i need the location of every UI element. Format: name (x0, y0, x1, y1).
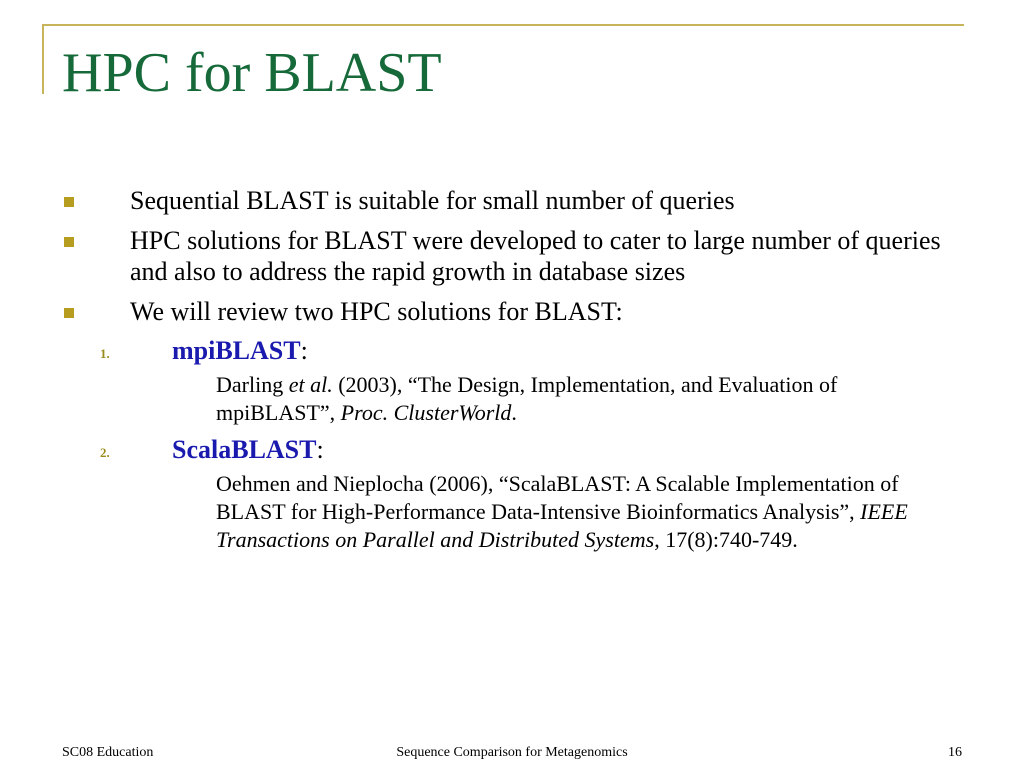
slide-title: HPC for BLAST (62, 42, 442, 104)
solution-colon: : (300, 336, 308, 365)
citation-italic: et al. (288, 372, 333, 397)
bullet-text: We will review two HPC solutions for BLAST: (130, 297, 623, 326)
solution-name: ScalaBLAST (172, 435, 317, 464)
solution-heading (172, 434, 324, 465)
citation (216, 371, 956, 427)
bullet-text: Sequential BLAST is suitable for small number of queries (130, 186, 735, 215)
footer-center-text: Sequence Comparison for Metagenomics (396, 745, 628, 760)
list-number: 2. (100, 445, 110, 460)
citation-italic: Proc. ClusterWorld (340, 400, 512, 425)
citation-text: Oehmen and Nieplocha (2006), “ScalaBLAST: A Scalable Implementation of BLAST for High-Performance Data-Intensive Bioinformatics Analysis”, (216, 471, 899, 524)
footer-left-text: SC08 Education (62, 745, 154, 760)
title-frame-top-rule (42, 24, 964, 26)
citation-text: , 17(8):740-749. (654, 527, 798, 552)
square-bullet-icon (64, 308, 74, 318)
solution-name: mpiBLAST (172, 336, 301, 365)
solution-colon: : (316, 435, 324, 464)
title-frame-left-rule (42, 24, 44, 94)
citation-italic: IEEE Transactions on Parallel and Distributed Systems (216, 499, 908, 552)
citation-text: Darling (216, 372, 289, 397)
page-number: 16 (948, 745, 962, 760)
bullet-text: HPC solutions for BLAST were developed to cater to large number of queries and also to address the rapid growth in database sizes (130, 226, 941, 286)
solution-heading (172, 335, 308, 366)
citation-text: . (511, 400, 517, 425)
square-bullet-icon (64, 237, 74, 247)
citation-text: (2003), “The Design, Implementation, and Evaluation of mpiBLAST”, (216, 372, 838, 425)
citation (216, 470, 916, 554)
list-number: 1. (100, 346, 110, 361)
square-bullet-icon (64, 197, 74, 207)
